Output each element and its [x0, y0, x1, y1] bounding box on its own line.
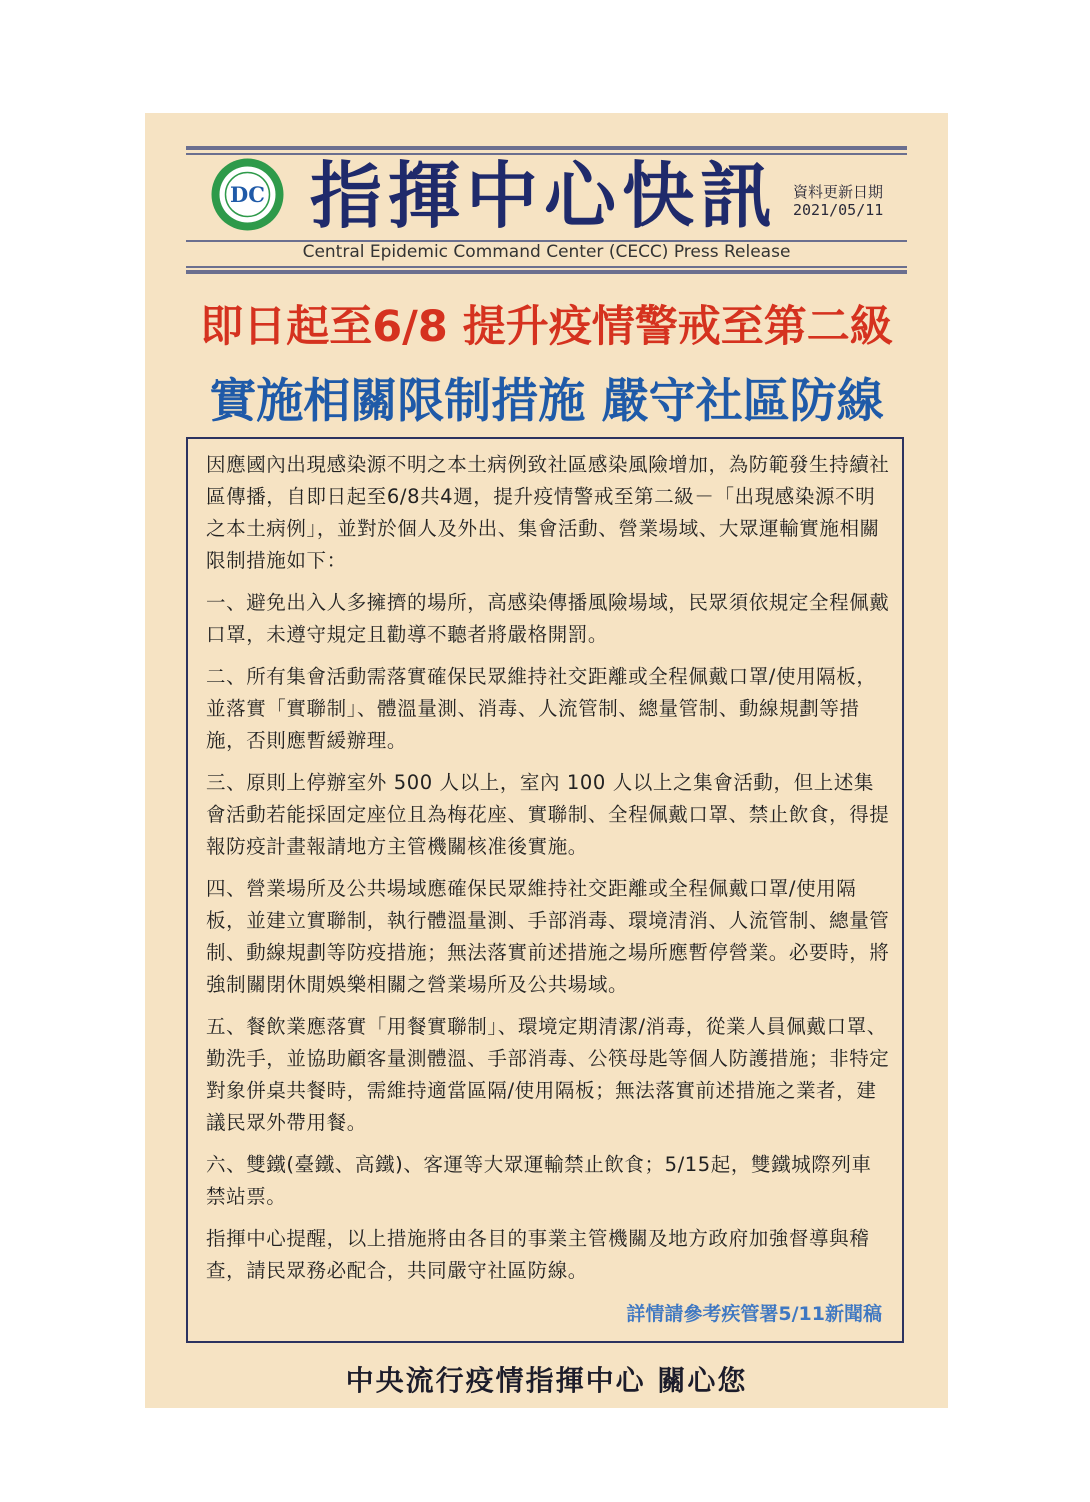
measure-item-4: 四、營業場所及公共場域應確保民眾維持社交距離或全程佩戴口罩/使用隔板，並建立實聯制，執行體溫量測、手部消毒、環境清消、人流管制、總量管制、動線規劃等防疫措施；無法落實前述措施之場所應暫停營業。必要時，將強制關閉休閒娛樂相關之營業場所及公共場域。 [206, 877, 890, 996]
measure-item-5: 五、餐飲業應落實「用餐實聯制」、環境定期清潔/消毒，從業人員佩戴口罩、勤洗手，並協助顧客量測體溫、手部消毒、公筷母匙等個人防護措施；非特定對象併桌共餐時，需維持適當區隔/使用隔板；無法落實前述措施之業者，建議民眾外帶用餐。 [206, 1015, 890, 1134]
english-subtitle: Central Epidemic Command Center (CECC) Press Release [302, 242, 791, 262]
press-release-poster [145, 113, 948, 1408]
headline-alert-level: 即日起至6/8 提升疫情警戒至第二級 [200, 302, 893, 352]
measure-item-2: 二、所有集會活動需落實確保民眾維持社交距離或全程佩戴口罩/使用隔板，並落實「實聯制」、體溫量測、消毒、人流管制、總量管制、動線規劃等措施，否則應暫緩辦理。 [206, 665, 877, 752]
header-rule-bottom-thin [186, 266, 907, 268]
footer-signature: 中央流行疫情指揮中心 關心您 [345, 1364, 748, 1397]
measure-item-3: 三、原則上停辦室外 500 人以上，室內 100 人以上之集會活動，但上述集會活動若能採固定座位且為梅花座、實聯制、全程佩戴口罩、禁止飲食，得提報防疫計畫報請地方主管機關核准後實施。 [206, 771, 890, 858]
headline-measures: 實施相關限制措施 嚴守社區防線 [209, 374, 884, 429]
reminder-paragraph: 指揮中心提醒，以上措施將由各目的事業主管機關及地方政府加強督導與稽查，請民眾務必配合，共同嚴守社區防線。 [206, 1227, 870, 1282]
measure-item-1: 一、避免出入人多擁擠的場所，高感染傳播風險場域，民眾須依規定全程佩戴口罩，未遵守規定且勸導不聽者將嚴格開罰。 [206, 591, 890, 646]
detail-reference-note: 詳情請參考疾管署5/11新聞稿 [626, 1303, 882, 1325]
header-rule-bottom [186, 270, 907, 274]
update-date-label: 資料更新日期 [793, 183, 884, 201]
measures-content-box [186, 437, 904, 1343]
update-date-value: 2021/05/11 [793, 201, 884, 219]
intro-paragraph: 因應國內出現感染源不明之本土病例致社區感染風險增加，為防範發生持續社區傳播，自即日起至6/8共4週，提升疫情警戒至第二級－「出現感染源不明之本土病例」，並對於個人及外出、集會活動、營業場域、大眾運輸實施相關限制措施如下： [206, 453, 890, 572]
logo-initials: DC [230, 182, 265, 207]
measure-item-6: 六、雙鐵(臺鐵、高鐵)、客運等大眾運輸禁止飲食；5/15起，雙鐵城際列車禁站票。 [206, 1153, 872, 1208]
header-rule-top [186, 146, 907, 150]
page-title: 指揮中心快訊 [310, 154, 779, 238]
cdc-logo [210, 157, 285, 232]
